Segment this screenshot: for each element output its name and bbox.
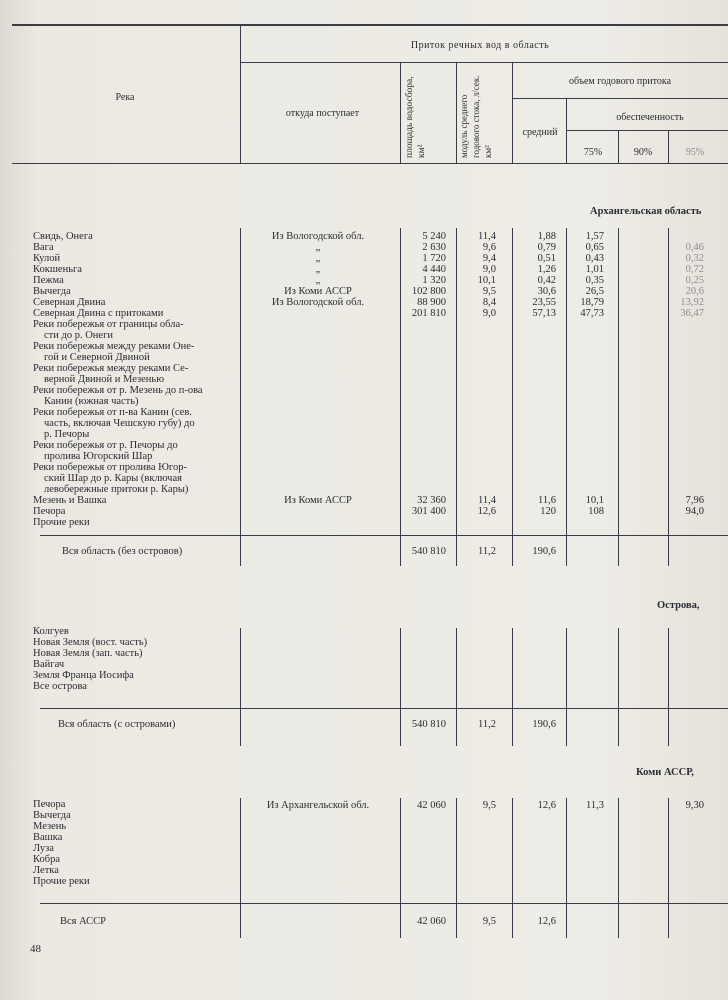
arkh-row-mean: 0,42 — [537, 275, 556, 286]
arkh-coast-line: Реки побережья от пролива Югор- — [33, 462, 187, 473]
island-total-module: 11,2 — [478, 719, 496, 730]
arkh-row-p95: 7,96 — [685, 495, 704, 506]
arkh-row-name: Прочие реки — [33, 517, 90, 528]
arkh-row-p75: 0,35 — [585, 275, 604, 286]
arkh-row-area: 5 240 — [422, 231, 446, 242]
island-total-mean: 190,6 — [532, 719, 556, 730]
komi-p95: 9,30 — [685, 800, 704, 811]
arkh-row-name: Свидь, Онега — [33, 231, 93, 242]
arkh-coast-line: Реки побережья от границы обла- — [33, 319, 184, 330]
arkh-row-name: Кокшеньга — [33, 264, 82, 275]
arkh-row-mean: 23,55 — [532, 297, 556, 308]
arkh-row-module: 9,5 — [482, 286, 496, 297]
arkh-row-from: Из Коми АССР — [284, 495, 352, 506]
arkh-row-module: 11,4 — [478, 495, 496, 506]
arkh-col-line-5 — [618, 228, 619, 566]
inflow-rule — [241, 62, 728, 63]
arkh-coast-line: сти до р. Онеги — [44, 330, 113, 341]
arkh-row-area: 2 630 — [422, 242, 446, 253]
header-from: откуда поступает — [285, 108, 360, 119]
islands-total-rule — [40, 708, 728, 709]
arkh-row-area: 201 810 — [411, 308, 446, 319]
arkh-coast-line: гой и Северной Двиной — [44, 352, 150, 363]
island-row-name: Колгуев — [33, 626, 69, 637]
arkh-coast-line: р. Печоры — [44, 429, 90, 440]
arkh-coast-line: Реки побережья от р. Мезень до п-ова — [33, 385, 203, 396]
arkh-row-p75: 10,1 — [585, 495, 604, 506]
header-area: площадь водосбора, км² — [405, 76, 427, 158]
komi-row-name: Вычегда — [33, 810, 71, 821]
arkh-coast-line: Реки побережья от р. Печоры до — [33, 440, 178, 451]
komi-row-name: Печора — [33, 799, 66, 810]
arkh-coast-line: Канин (южная часть) — [44, 396, 139, 407]
area-col-rule — [400, 63, 401, 163]
komi-from: Из Архангельской обл. — [266, 800, 370, 811]
arkh-row-from: Из Вологодской обл. — [271, 297, 365, 308]
arkh-total-rule — [40, 535, 728, 536]
arkh-row-mean: 30,6 — [537, 286, 556, 297]
arkh-row-p95: 0,32 — [685, 253, 704, 264]
arkh-row-p95: 13,92 — [680, 297, 704, 308]
arkh-row-p75: 18,79 — [580, 297, 604, 308]
arkh-row-from: „ — [315, 275, 321, 286]
komi-row-name: Прочие реки — [33, 876, 90, 887]
arkh-row-p75: 26,5 — [585, 286, 604, 297]
header-prob: обеспеченность — [616, 112, 684, 123]
island-row-name: Вайгач — [33, 659, 65, 670]
island-total-area: 540 810 — [411, 719, 446, 730]
komi-row-name: Луза — [33, 843, 54, 854]
arkh-row-module: 11,4 — [478, 231, 496, 242]
komi-p75: 11,3 — [586, 800, 604, 811]
arkh-row-mean: 57,13 — [532, 308, 556, 319]
header-mean: средний — [522, 127, 558, 138]
arkh-coast-line: ский Шар до р. Кары (включая — [44, 473, 182, 484]
arkh-coast-line: левобережные притоки р. Кары) — [44, 484, 189, 495]
island-total-name: Вся область (с островами) — [58, 719, 176, 730]
arkh-row-from: „ — [315, 242, 321, 253]
arkh-row-mean: 0,79 — [537, 242, 556, 253]
header-inflow: Приток речных вод в область — [410, 40, 550, 51]
header-bottom-rule — [12, 163, 728, 164]
arkh-row-name: Северная Двина — [33, 297, 106, 308]
arkh-total-module: 11,2 — [478, 546, 496, 557]
island-row-name: Новая Земля (вост. часть) — [33, 637, 148, 648]
arkh-coast-line: часть, включая Чешскую губу) до — [44, 418, 195, 429]
arkh-row-mean: 1,88 — [537, 231, 556, 242]
header-p90: 90% — [633, 147, 653, 158]
arkh-row-name: Вага — [33, 242, 54, 253]
island-row-name: Земля Франца Иосифа — [33, 670, 134, 681]
prob-rule — [567, 130, 728, 131]
komi-col-line-4 — [566, 798, 567, 938]
arkh-total-mean: 190,6 — [532, 546, 556, 557]
arkh-row-module: 9,0 — [482, 264, 496, 275]
arkh-row-area: 102 800 — [411, 286, 446, 297]
komi-row-name: Мезень — [33, 821, 67, 832]
volume-rule — [513, 98, 728, 99]
arkh-row-area: 1 720 — [422, 253, 446, 264]
arkh-row-name: Мезень и Вашка — [33, 495, 107, 506]
islands-col-line-0 — [240, 628, 241, 746]
page-number: 48 — [30, 943, 41, 955]
arkh-coast-line: Реки побережья между реками Се- — [33, 363, 189, 374]
arkh-row-area: 32 360 — [417, 495, 446, 506]
mean-col-rule — [566, 99, 567, 163]
arkh-row-from: Из Вологодской обл. — [271, 231, 365, 242]
header-river: Река — [115, 92, 135, 103]
arkh-row-module: 10,1 — [477, 275, 496, 286]
arkh-row-p75: 0,65 — [585, 242, 604, 253]
arkh-row-module: 9,4 — [482, 253, 496, 264]
island-row-name: Все острова — [33, 681, 87, 692]
island-row-name: Новая Земля (зап. часть) — [33, 648, 143, 659]
volume-col-rule — [512, 63, 513, 163]
arkh-row-p75: 1,57 — [585, 231, 604, 242]
komi-area: 42 060 — [417, 800, 446, 811]
arkh-row-mean: 120 — [540, 506, 556, 517]
arkh-row-area: 301 400 — [411, 506, 446, 517]
section-arkh: Архангельская область — [590, 206, 702, 217]
p90-col-rule — [668, 131, 669, 163]
arkh-coast-line: пролива Югорский Шар — [44, 451, 153, 462]
komi-total-mean: 12,6 — [537, 916, 556, 927]
komi-mean: 12,6 — [537, 800, 556, 811]
arkh-row-name: Печора — [33, 506, 66, 517]
islands-col-line-5 — [618, 628, 619, 746]
header-p95: 95% — [685, 147, 705, 158]
arkh-row-area: 4 440 — [422, 264, 446, 275]
arkh-row-name: Северная Двина с притоками — [33, 308, 164, 319]
header-module: модуль среднего годового стока, л/сек. км² — [459, 75, 493, 158]
komi-total-rule — [40, 903, 728, 904]
arkh-row-mean: 1,26 — [537, 264, 556, 275]
arkh-row-name: Кулой — [33, 253, 61, 264]
arkh-row-p95: 20,6 — [685, 286, 704, 297]
arkh-total-name: Вся область (без островов) — [62, 546, 183, 557]
section-komi: Коми АССР, — [636, 767, 694, 778]
arkh-row-module: 8,4 — [482, 297, 496, 308]
arkh-row-p75: 108 — [588, 506, 604, 517]
header-col-rule — [240, 25, 241, 163]
arkh-row-p95: 0,72 — [685, 264, 704, 275]
komi-module: 9,5 — [482, 800, 496, 811]
arkh-row-from: „ — [315, 264, 321, 275]
arkh-coast-line: верной Двиной и Мезенью — [44, 374, 165, 385]
arkh-total-area: 540 810 — [411, 546, 446, 557]
komi-total-module: 9,5 — [482, 916, 496, 927]
komi-row-name: Кобра — [33, 854, 60, 865]
arkh-row-p95: 94,0 — [685, 506, 704, 517]
komi-col-line-6 — [668, 798, 669, 938]
arkh-row-from: „ — [315, 253, 321, 264]
komi-row-name: Вашка — [33, 832, 63, 843]
arkh-row-p75: 47,73 — [580, 308, 604, 319]
arkh-row-module: 9,0 — [482, 308, 496, 319]
arkh-coast-line: Реки побережья от п-ва Канин (сев. — [33, 407, 192, 418]
arkh-row-from: Из Коми АССР — [284, 286, 352, 297]
header-volume: объем годового притока — [568, 76, 672, 87]
komi-total-name: Вся АССР — [60, 916, 107, 927]
module-col-rule — [456, 63, 457, 163]
top-rule — [12, 24, 728, 26]
arkh-row-module: 12,6 — [477, 506, 496, 517]
komi-col-line-5 — [618, 798, 619, 938]
arkh-coast-line: Реки побережья между реками Оне- — [33, 341, 195, 352]
arkh-row-mean: 0,51 — [537, 253, 556, 264]
arkh-row-area: 88 900 — [417, 297, 446, 308]
arkh-row-p75: 1,01 — [585, 264, 604, 275]
arkh-row-p95: 0,25 — [685, 275, 704, 286]
komi-row-name: Летка — [33, 865, 59, 876]
arkh-row-p75: 0,43 — [585, 253, 604, 264]
arkh-row-name: Пежма — [33, 275, 64, 286]
arkh-row-p95: 36,47 — [680, 308, 704, 319]
islands-col-line-4 — [566, 628, 567, 746]
arkh-row-name: Вычегда — [33, 286, 71, 297]
islands-col-line-6 — [668, 628, 669, 746]
p75-col-rule — [618, 131, 619, 163]
section-islands: Острова, — [657, 600, 700, 611]
komi-col-line-0 — [240, 798, 241, 938]
arkh-row-mean: 11,6 — [538, 495, 556, 506]
komi-total-area: 42 060 — [417, 916, 446, 927]
header-p75: 75% — [583, 147, 603, 158]
arkh-row-area: 1 320 — [422, 275, 446, 286]
arkh-row-p95: 0,46 — [685, 242, 704, 253]
arkh-row-module: 9,6 — [482, 242, 496, 253]
